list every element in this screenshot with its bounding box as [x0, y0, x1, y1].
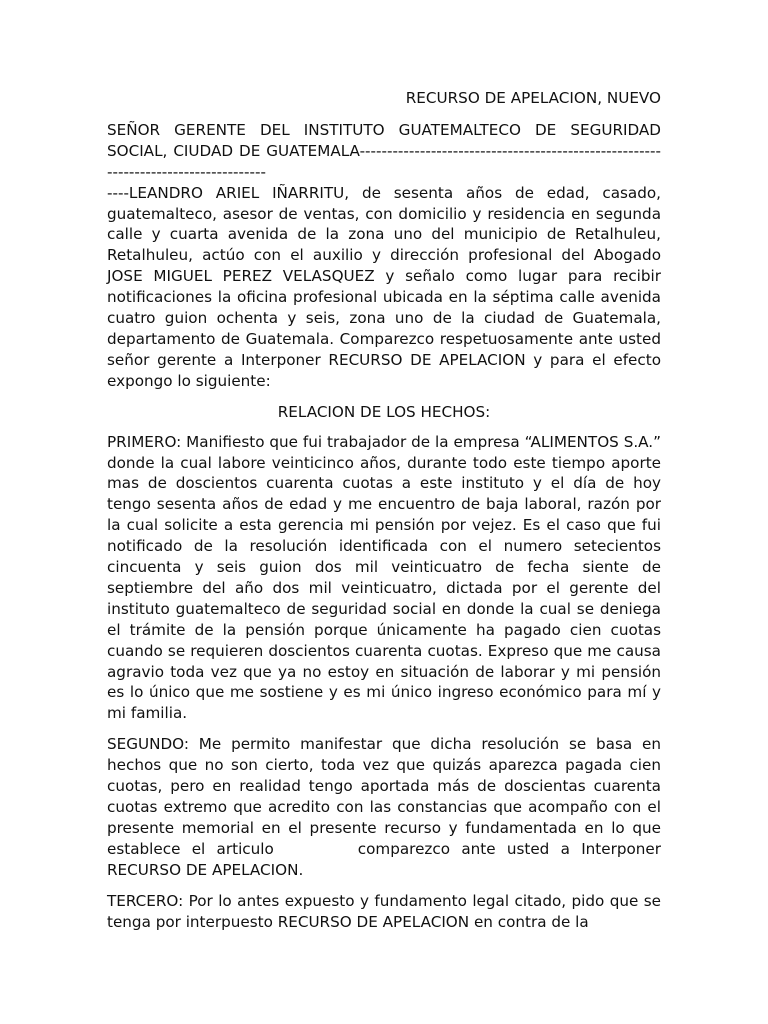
document-body	[107, 88, 661, 942]
section-heading: RELACION DE LOS HECHOS:	[277, 402, 491, 421]
intro-paragraph: ----LEANDRO ARIEL IÑARRITU, de sesenta años de edad, casado, guatemalteco, asesor de ventas, con domicilio y residencia en segunda calle y cuarta avenida de la zona uno del municipio de Retalhuleu, Retalhuleu, actúo con el auxilio y dirección profesional del Abogado JOSE MIGUEL PEREZ VELASQUEZ y señalo como lugar para recibir notificaciones la oficina profesional ubicada en la séptima calle avenida cuatro guion ochenta y seis, zona uno de la ciudad de Guatemala, departamento de Guatemala. Comparezco respetuosamente ante usted señor gerente a Interponer RECURSO DE APELACION y para el efecto expongo lo siguiente:	[107, 183, 661, 390]
addressee-paragraph: SEÑOR GERENTE DEL INSTITUTO GUATEMALTECO DE SEGURIDAD SOCIAL, CIUDAD DE GUATEMALA------------------------------------------------------------------------------------	[107, 120, 661, 181]
segundo-text-part1: SEGUNDO: Me permito manifestar que dicha resolución se basa en hechos que no son cierto, toda vez que quizás aparezca pagada cien cuotas, pero en realidad tengo aportada más de doscientas cuarenta cuotas extremo que acredito con las constancias que acompaño con el presente memorial en el presente recurso y fundamentada en lo que establece el articulo	[107, 735, 661, 858]
segundo-text-part2: comparezco ante usted a Interponer RECURSO DE APELACION.	[107, 839, 661, 879]
document-title: RECURSO DE APELACION, NUEVO	[405, 89, 661, 107]
tercero-paragraph: TERCERO: Por lo antes expuesto y fundamento legal citado, pido que se tenga por interpuesto RECURSO DE APELACION en contra de la	[107, 891, 661, 931]
segundo-paragraph	[107, 734, 661, 880]
primero-paragraph: PRIMERO: Manifiesto que fui trabajador de la empresa “ALIMENTOS S.A.” donde la cual labore veinticinco años, durante todo este tiempo aporte mas de doscientos cuarenta cuotas a este instituto y el día de hoy tengo sesenta años de edad y me encuentro de baja laboral, razón por la cual solicite a esta gerencia mi pensión por vejez. Es el caso que fui notificado de la resolución identificada con el numero setecientos cincuenta y seis guion dos mil veinticuatro de fecha siente de septiembre del año dos mil veinticuatro, dictada por el gerente del instituto guatemalteco de seguridad social en donde la cual se deniega el trámite de la pensión porque únicamente ha pagado cien cuotas cuando se requieren doscientos cuarenta cuotas. Expreso que me causa agravio toda vez que ya no estoy en situación de laborar y mi pensión es lo único que me sostiene y es mi único ingreso económico para mí y mi familia.	[107, 432, 661, 723]
